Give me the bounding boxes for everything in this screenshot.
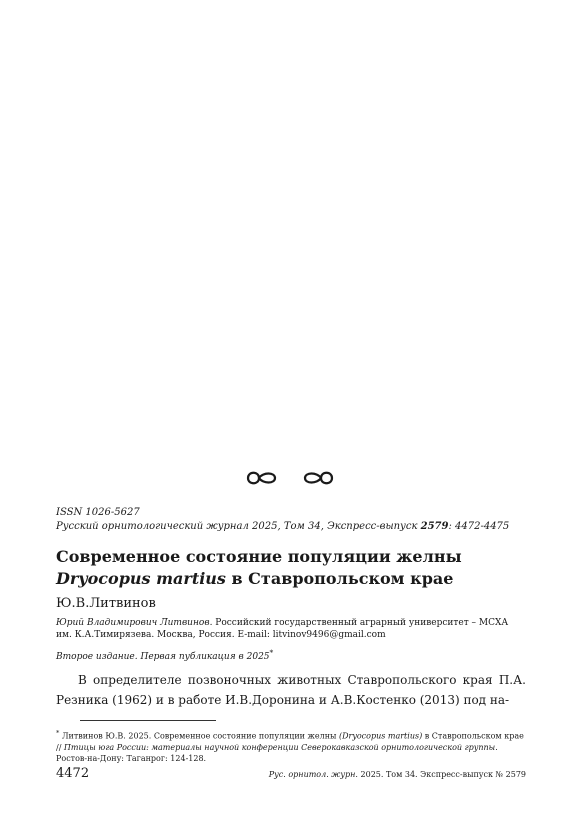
title-line-1: Современное состояние популяции желны — [56, 547, 462, 566]
title-region: в Ставропольском крае — [225, 569, 454, 588]
footnote-rule — [80, 720, 216, 721]
affiliation-name: Юрий Владимирович Литвинов — [56, 618, 210, 628]
footnote-mark: * — [56, 729, 60, 737]
footnote-species: (Dryocopus martius) — [338, 731, 423, 741]
edition-note — [56, 648, 273, 662]
journal-name: Русский орнитологический журнал 2025, Том 34, Экспресс-выпуск — [56, 521, 421, 532]
running-journal: Рус. орнитол. журн. — [268, 770, 358, 779]
affiliation-text: . Российский государственный аграрный университет – МСХА им. К.А.Тимирязева. Москва, Россия. E-mail: litvinov9496@gmail.com — [56, 618, 509, 640]
edition-text: Второе издание. Первая публикация в 2025 — [56, 652, 270, 662]
affiliation — [56, 617, 526, 641]
ornament — [0, 468, 580, 494]
author: Ю.В.Литвинов — [56, 596, 156, 611]
footnote-source: Птицы юга России: материалы научной конференции Северокавказской орнитологической группы. — [61, 742, 498, 752]
title-species: Dryocopus martius — [56, 569, 226, 588]
ornament-left-icon — [245, 468, 279, 494]
page-number: 4472 — [56, 766, 90, 781]
body-paragraph: В определителе позвоночных животных Ставропольского края П.А. Резника (1962) и в работе И.В.Доронина и А.В.Костенко (2013) под на- — [56, 673, 526, 707]
running-issue: 2025. Том 34. Экспресс-выпуск № 2579 — [357, 770, 526, 779]
journal-pages: : 4472-4475 — [448, 521, 510, 532]
running-head — [269, 770, 526, 779]
footnote-part2: в Ставропольском крае // — [56, 731, 524, 752]
ornament-right-icon — [301, 468, 335, 494]
footnote-publisher: Ростов-на-Дону: Таганрог: 124-128. — [56, 753, 207, 763]
footnote-part1: Литвинов Ю.В. 2025. Современное состояние популяции желны — [59, 731, 339, 741]
article-title — [56, 546, 536, 590]
issn: ISSN 1026-5627 — [56, 507, 140, 518]
edition-footnote-mark: * — [269, 648, 274, 657]
journal-issue: 2579 — [420, 521, 449, 532]
footnote — [56, 728, 526, 764]
title-line-2 — [56, 568, 536, 590]
journal-citation — [56, 521, 536, 532]
